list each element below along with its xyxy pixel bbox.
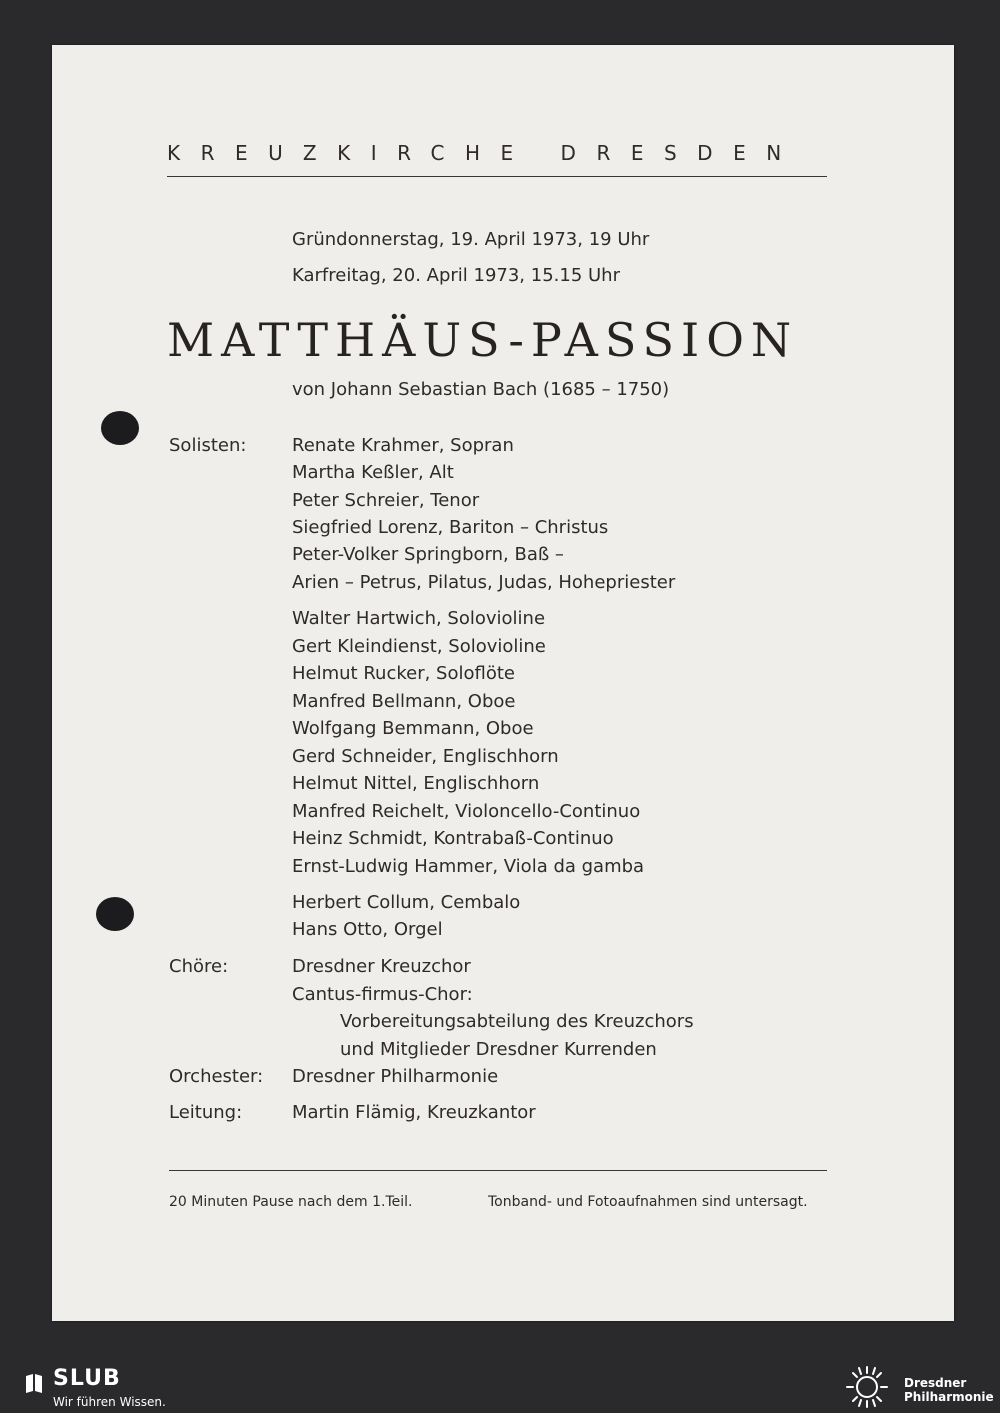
soloist-entry: Siegfried Lorenz, Bariton – Christus [292,517,609,538]
continuo-entry: Hans Otto, Orgel [292,919,443,940]
instrumentalist-entry: Ernst-Ludwig Hammer, Viola da gamba [292,856,645,877]
choir-entry: Dresdner Kreuzchor [292,956,471,977]
date-line-2: Karfreitag, 20. April 1973, 15.15 Uhr [292,265,620,286]
recording-notice: Tonband- und Fotoaufnahmen sind untersagt. [488,1194,808,1210]
philharmonie-logo-text[interactable] [904,1376,994,1404]
book-icon [24,1372,44,1394]
instrumentalist-entry: Heinz Schmidt, Kontrabaß-Continuo [292,828,614,849]
philharmonie-line-2: Philharmonie [904,1390,994,1404]
footer-rule [169,1170,827,1171]
choir-entry: Cantus-firmus-Chor: [292,984,473,1005]
soloist-entry: Arien – Petrus, Pilatus, Judas, Hohepriester [292,572,676,593]
soloist-entry: Peter Schreier, Tenor [292,490,480,511]
orchestra-entry: Dresdner Philharmonie [292,1066,499,1087]
instrumentalist-entry: Helmut Nittel, Englischhorn [292,773,540,794]
punch-hole-bottom [96,897,134,931]
instrumentalist-entry: Wolfgang Bemmann, Oboe [292,718,534,739]
instrumentalist-entry: Gerd Schneider, Englischhorn [292,746,559,767]
philharmonie-line-1: Dresdner [904,1376,967,1390]
choir-sub-entry: Vorbereitungsabteilung des Kreuzchors [340,1011,694,1032]
solisten-label: Solisten: [169,435,247,456]
orchester-label: Orchester: [169,1066,264,1087]
punch-hole-top [101,411,139,445]
page-title: MATTHÄUS-PASSION [167,313,799,367]
instrumentalist-entry: Manfred Reichelt, Violoncello-Continuo [292,801,641,822]
continuo-entry: Herbert Collum, Cembalo [292,892,521,913]
instrumentalist-entry: Helmut Rucker, Soloflöte [292,663,515,684]
date-line-1: Gründonnerstag, 19. April 1973, 19 Uhr [292,229,650,250]
instrumentalist-entry: Walter Hartwich, Solovioline [292,608,546,629]
choere-label: Chöre: [169,956,229,977]
slub-tagline: Wir führen Wissen. [53,1395,166,1409]
leitung-label: Leitung: [169,1102,243,1123]
soloist-entry: Peter-Volker Springborn, Baß – [292,544,564,565]
conductor-entry: Martin Flämig, Kreuzkantor [292,1102,536,1123]
venue-header: KREUZKIRCHE DRESDEN [167,141,802,165]
program-sheet [52,45,954,1321]
soloist-entry: Renate Krahmer, Sopran [292,435,514,456]
composer-line: von Johann Sebastian Bach (1685 – 1750) [292,379,670,400]
philharmonie-logo-icon[interactable] [842,1365,892,1409]
instrumentalist-entry: Gert Kleindienst, Solovioline [292,636,546,657]
choir-sub-entry: und Mitglieder Dresdner Kurrenden [340,1039,657,1060]
slub-logo-text[interactable]: SLUB [53,1366,121,1391]
pause-note: 20 Minuten Pause nach dem 1.Teil. [169,1194,413,1210]
soloist-entry: Martha Keßler, Alt [292,462,454,483]
header-rule [167,176,827,177]
instrumentalist-entry: Manfred Bellmann, Oboe [292,691,516,712]
